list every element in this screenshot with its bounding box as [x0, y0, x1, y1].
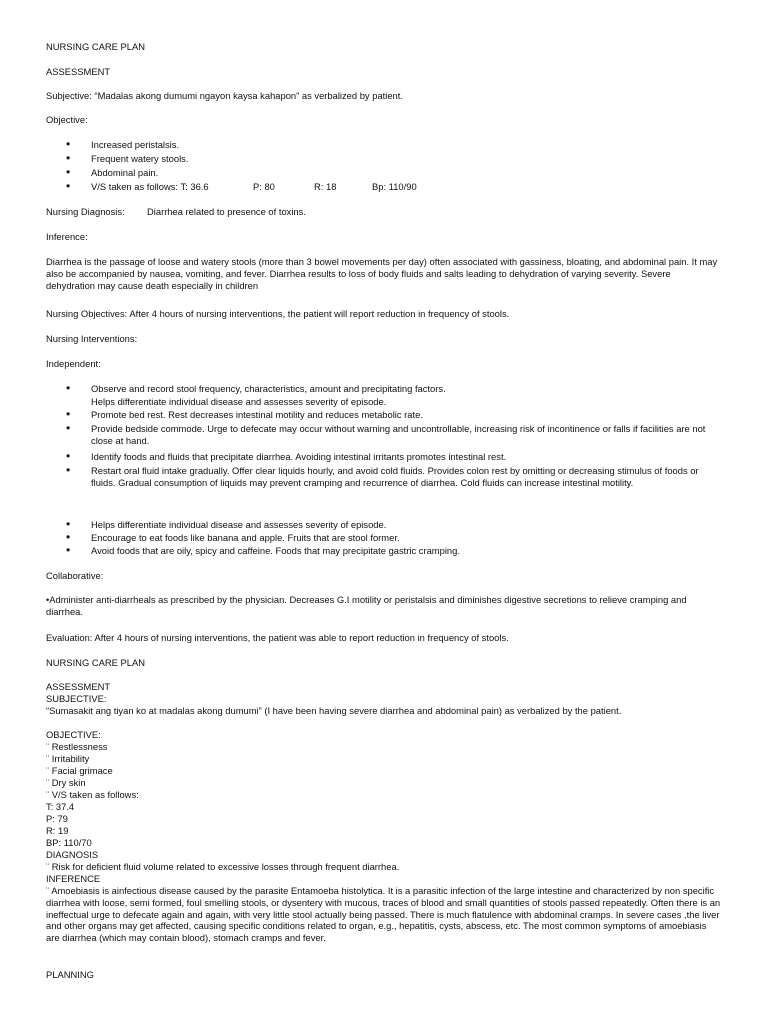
bullet: • [66, 463, 71, 477]
bullet: • [66, 517, 71, 531]
inference-paragraph-2: ¨ Amoebiasis is ainfectious disease caused by the parasite Entamoeba histolytica. It is a parasitic infection of the large intestine and characterized by non specific diarrhea with loose, semi formed, foul smelling stools, or dysentery with mucous, traces of blood and small quantities of stools passed repeatedly. Often there is an ineffectual urge to defecate again and again, with very little stool actually being passed. There is much flatulence with abdominal cramps. In severe cases ,the liver and other organs may get affected, causing specific conditions related to organ, e.g., hepatitis, cysts, abscess, etc. The most common symptoms of amoebiasis are diarrhea (which may contain blood), stomach cramps and fever. [46, 885, 721, 944]
care-plan-title-2: NURSING CARE PLAN [46, 657, 145, 668]
inference-heading: Inference: [46, 231, 88, 242]
collaborative-heading: Collaborative: [46, 570, 104, 581]
list-item: Avoid foods that are oily, spicy and caffeine. Foods that may precipitate gastric cramping. [91, 545, 460, 556]
bullet: • [66, 137, 71, 151]
subjective-text-2: “Sumasakit ang tiyan ko at madalas akong dumumi” (I have been having severe diarrhea and abdominal pain) as verbalized by the patient. [46, 705, 622, 716]
list-item: ¨ Dry skin [46, 777, 86, 788]
bullet: • [66, 151, 71, 165]
vital-bp-2: BP: 110/70 [46, 837, 92, 848]
assessment-heading: ASSESSMENT [46, 66, 111, 77]
diagnosis-heading-2: DIAGNOSIS [46, 849, 99, 860]
bullet: • [66, 407, 71, 421]
list-item: Promote bed rest. Rest decreases intestinal motility and reduces metabolic rate. [91, 409, 423, 420]
bullet: • [66, 449, 71, 463]
vital-temp-2: T: 37.4 [46, 801, 75, 812]
list-item: ¨ V/S taken as follows: [46, 789, 139, 800]
list-item: Increased peristalsis. [91, 139, 180, 150]
nursing-objectives: Nursing Objectives: After 4 hours of nursing interventions, the patient will report reduction in frequency of stools. [46, 308, 510, 319]
diagnosis-text-2: ¨ Risk for deficient fluid volume related to excessive losses through frequent diarrhea. [46, 861, 400, 872]
bullet: • [66, 421, 71, 435]
bullet: • [66, 165, 71, 179]
vital-resp-2: R: 19 [46, 825, 69, 836]
list-item: Abdominal pain. [91, 167, 159, 178]
bullet: • [66, 530, 71, 544]
bullet: • [66, 381, 71, 395]
interventions-heading: Nursing Interventions: [46, 333, 138, 344]
nursing-diagnosis-text: Diarrhea related to presence of toxins. [147, 206, 306, 217]
vital-pulse-2: P: 79 [46, 813, 68, 824]
vital-pulse: P: 80 [253, 181, 275, 192]
nursing-diagnosis-label: Nursing Diagnosis: [46, 206, 125, 217]
objective-heading: Objective: [46, 114, 88, 125]
subjective-heading-2: SUBJECTIVE: [46, 693, 107, 704]
list-item: Helps differentiate individual disease and assesses severity of episode. [91, 519, 387, 530]
objective-heading-2: OBJECTIVE: [46, 729, 101, 740]
bullet: • [66, 543, 71, 557]
planning-heading: PLANNING [46, 969, 94, 980]
list-item: ¨ Irritability [46, 753, 90, 764]
list-item: Restart oral fluid intake gradually. Offer clear liquids hourly, and avoid cold fluids. Provides colon rest by omitting or decreasing stimulus of foods or fluids. Gradual consumption of liquids may prevent cramping and recurrence of diarrhea. Cold fluids can increase intestinal motility. [91, 465, 699, 488]
list-item: ¨ Facial grimace [46, 765, 113, 776]
vital-bp: Bp: 110/90 [372, 181, 417, 192]
list-item: Provide bedside commode. Urge to defecate may occur without warning and uncontrollable, increasing risk of incontinence or falls if facilities are not close at hand. [91, 423, 706, 446]
vital-signs-label: V/S taken as follows: T: 36.6 [91, 181, 209, 192]
list-item: Frequent watery stools. [91, 153, 189, 164]
list-item: Encourage to eat foods like banana and apple. Fruits that are stool former. [91, 532, 400, 543]
care-plan-title: NURSING CARE PLAN [46, 41, 145, 52]
independent-heading: Independent: [46, 358, 101, 369]
evaluation-line: Evaluation: After 4 hours of nursing interventions, the patient was able to report reduction in frequency of stools. [46, 632, 509, 643]
assessment-heading-2: ASSESSMENT [46, 681, 111, 692]
vital-resp: R: 18 [314, 181, 337, 192]
list-item: Helps differentiate individual disease and assesses severity of episode. [91, 396, 387, 407]
inference-heading-2: INFERENCE [46, 873, 101, 884]
inference-paragraph: Diarrhea is the passage of loose and watery stools (more than 3 bowel movements per day) often associated with gassiness, bloating, and abdominal pain. It may also be accompanied by nausea, vomiting, and fever. Diarrhea results to loss of body fluids and salts leading to dehydration of varying severity. Severe dehydration may cause death especially in children [46, 256, 718, 291]
subjective-line: Subjective: “Madalas akong dumumi ngayon kaysa kahapon” as verbalized by patient. [46, 90, 403, 101]
list-item: Observe and record stool frequency, characteristics, amount and precipitating factors. [91, 383, 446, 394]
list-item: Identify foods and fluids that precipitate diarrhea. Avoiding intestinal irritants promotes intestinal rest. [91, 451, 507, 462]
bullet: • [66, 179, 71, 193]
collaborative-paragraph: •Administer anti-diarrheals as prescribed by the physician. Decreases G.I motility or peristalsis and diminishes digestive secretions to relieve cramping and diarrhea. [46, 594, 687, 617]
list-item: ¨ Restlessness [46, 741, 108, 752]
